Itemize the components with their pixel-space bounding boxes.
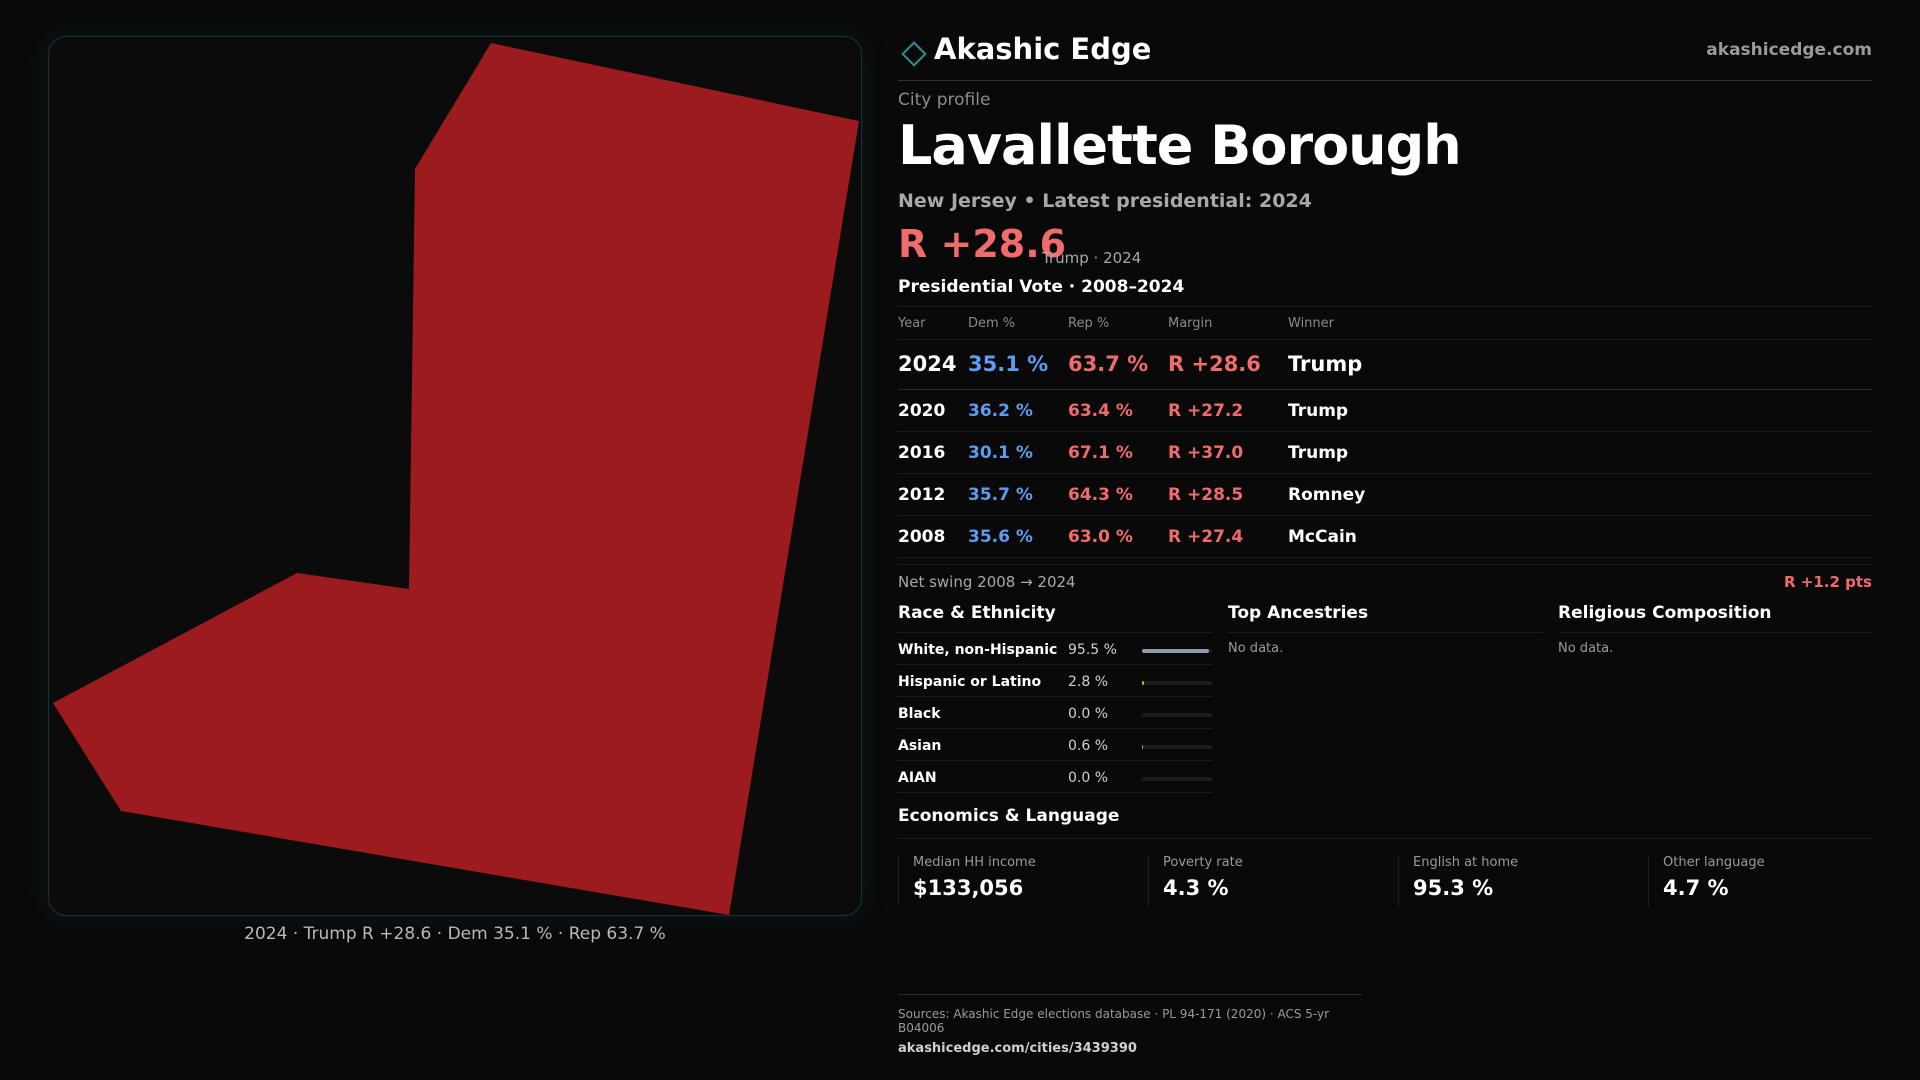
page-kicker: City profile	[898, 90, 991, 110]
econ-label: English at home	[1413, 855, 1519, 870]
cell-dem: 30.1 %	[968, 443, 1033, 463]
race-name: AIAN	[898, 770, 937, 786]
race-bar-track	[1142, 681, 1212, 685]
table-row	[898, 516, 1872, 558]
footer-sources: Sources: Akashic Edge elections database · PL 94-171 (2020) · ACS 5-yr B04006	[898, 1007, 1330, 1035]
race-bar-fill	[1142, 681, 1144, 685]
race-pct: 0.0 %	[1068, 706, 1109, 722]
cell-rep: 63.0 %	[1068, 527, 1133, 547]
cell-year: 2016	[898, 443, 946, 463]
cell-rep: 63.4 %	[1068, 401, 1133, 421]
econ-label: Other language	[1663, 855, 1765, 870]
religion-section-title: Religious Composition	[1558, 600, 1872, 633]
econ-median-income	[898, 855, 1143, 907]
econ-label: Median HH income	[913, 855, 1036, 870]
headline-margin: R +28.6	[898, 222, 1067, 266]
brand-site[interactable]: akashicedge.com	[1706, 40, 1872, 60]
econ-label: Poverty rate	[1163, 855, 1243, 870]
race-bar-fill	[1142, 649, 1209, 653]
cell-winner: Trump	[1288, 443, 1349, 463]
race-bar-track	[1142, 745, 1212, 749]
race-pct: 95.5 %	[1068, 642, 1117, 658]
religion-section	[1558, 600, 1872, 656]
header-year: Year	[898, 316, 926, 331]
header-rep: Rep %	[1068, 316, 1110, 331]
cell-dem: 36.2 %	[968, 401, 1033, 421]
header-margin: Margin	[1168, 316, 1213, 331]
cell-rep: 67.1 %	[1068, 443, 1133, 463]
econ-value: 4.7 %	[1663, 876, 1729, 900]
cell-winner: McCain	[1288, 527, 1357, 547]
cell-rep: 64.3 %	[1068, 485, 1133, 505]
econ-value: $133,056	[913, 876, 1024, 900]
race-row	[898, 729, 1212, 761]
cell-rep: 63.7 %	[1068, 352, 1149, 376]
race-list	[898, 633, 1212, 793]
race-section-title: Race & Ethnicity	[898, 600, 1212, 633]
cell-margin: R +28.6	[1168, 352, 1261, 376]
econ-english-at-home	[1398, 855, 1643, 907]
map-caption: 2024 · Trump R +28.6 · Dem 35.1 % · Rep 63.7 %	[244, 924, 666, 944]
cell-margin: R +27.4	[1168, 527, 1244, 547]
race-pct: 2.8 %	[1068, 674, 1109, 690]
cell-dem: 35.6 %	[968, 527, 1033, 547]
race-bar-track	[1142, 777, 1212, 781]
ancestries-section	[1228, 600, 1542, 656]
race-row	[898, 665, 1212, 697]
vote-table	[898, 306, 1872, 558]
page-title: Lavallette Borough	[898, 114, 1461, 177]
race-row	[898, 697, 1212, 729]
table-row	[898, 474, 1872, 516]
race-bar-track	[1142, 713, 1212, 717]
econ-value: 4.3 %	[1163, 876, 1229, 900]
city-boundary-polygon	[53, 43, 859, 915]
cell-dem: 35.7 %	[968, 485, 1033, 505]
ancestries-empty: No data.	[1228, 641, 1284, 656]
econ-poverty-rate	[1148, 855, 1393, 907]
header	[898, 30, 1872, 81]
city-shape-map	[49, 37, 861, 915]
ancestries-section-title: Top Ancestries	[1228, 600, 1542, 633]
race-section	[898, 600, 1212, 793]
cell-margin: R +37.0	[1168, 443, 1244, 463]
net-swing-label: Net swing 2008 → 2024	[898, 573, 1076, 591]
cell-winner: Romney	[1288, 485, 1366, 505]
econ-value: 95.3 %	[1413, 876, 1494, 900]
race-name: Black	[898, 706, 941, 722]
table-row	[898, 390, 1872, 432]
table-row	[898, 340, 1872, 390]
footer-url[interactable]: akashicedge.com/cities/3439390	[898, 1041, 1137, 1056]
table-row	[898, 432, 1872, 474]
brand-name: Akashic Edge	[934, 32, 1152, 66]
footer	[898, 994, 1362, 1056]
economics-section-title: Economics & Language	[898, 806, 1120, 826]
race-name: White, non-Hispanic	[898, 642, 1058, 658]
race-pct: 0.6 %	[1068, 738, 1109, 754]
net-swing-value: R +1.2 pts	[1784, 573, 1872, 591]
race-pct: 0.0 %	[1068, 770, 1109, 786]
cell-year: 2024	[898, 352, 957, 376]
cell-year: 2020	[898, 401, 946, 421]
map-panel	[48, 36, 862, 916]
headline-note: Trump · 2024	[1042, 249, 1142, 267]
header-dem: Dem %	[968, 316, 1016, 331]
profile-column	[898, 0, 1872, 1080]
religion-empty: No data.	[1558, 641, 1614, 656]
cell-dem: 35.1 %	[968, 352, 1049, 376]
race-row	[898, 761, 1212, 793]
race-row	[898, 633, 1212, 665]
diamond-logo-icon	[900, 40, 928, 68]
cell-winner: Trump	[1288, 352, 1363, 376]
econ-other-language	[1648, 855, 1893, 907]
economics-panel	[898, 838, 1872, 913]
net-swing	[898, 564, 1872, 599]
race-bar-track	[1142, 649, 1212, 653]
header-winner: Winner	[1288, 316, 1335, 331]
race-name: Asian	[898, 738, 942, 754]
cell-year: 2008	[898, 527, 946, 547]
cell-winner: Trump	[1288, 401, 1349, 421]
cell-year: 2012	[898, 485, 946, 505]
page-subtitle: New Jersey • Latest presidential: 2024	[898, 190, 1312, 212]
cell-margin: R +28.5	[1168, 485, 1244, 505]
vote-section-title: Presidential Vote · 2008–2024	[898, 277, 1185, 297]
race-name: Hispanic or Latino	[898, 674, 1042, 690]
cell-margin: R +27.2	[1168, 401, 1244, 421]
vote-table-header	[898, 306, 1872, 340]
